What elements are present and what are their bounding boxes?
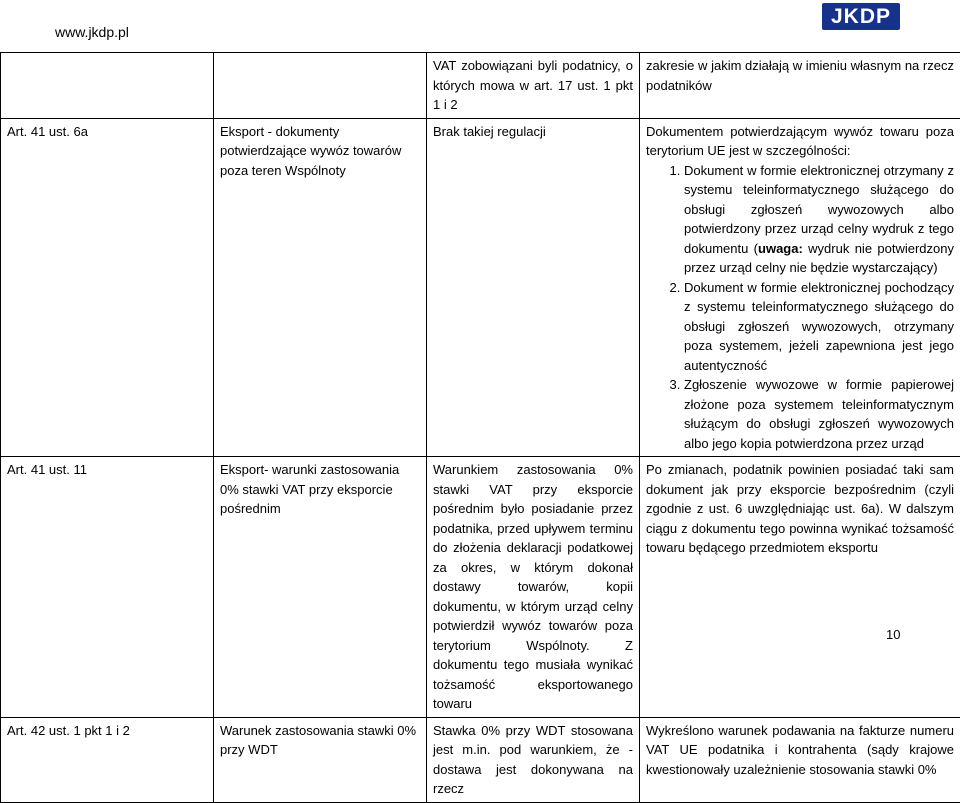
page-number: 10 bbox=[886, 627, 900, 642]
new-regulation-cell: Wykreślono warunek podawania na fakturze numeru VAT UE podatnika i kontrahenta (sądy krajowe kwestionowały uzależnienie stosowania stawki 0% bbox=[640, 717, 960, 802]
header-url[interactable]: www.jkdp.pl bbox=[55, 24, 129, 40]
old-regulation-cell: Warunkiem zastosowania 0% stawki VAT przy eksporcie pośrednim było posiadanie przez podatnika, przed upływem terminu do złożenia deklaracji podatkowej za okres, w którym dokonał dostawy towarów, kopii dokumentu, w którym urząd celny potwierdził wywóz towarów poza terytorium Wspólnoty. Z dokumentu tego musiała wynikać tożsamość eksportowanego towaru bbox=[427, 457, 640, 718]
new-regulation-cell: Po zmianach, podatnik powinien posiadać taki sam dokument jak przy eksporcie bezpośrednim (czyli zgodnie z ust. 6 uwzględniając ust. 6a). W dalszym ciągu z dokumentu tego powinna wynikać tożsamość towaru będącego przedmiotem eksportu bbox=[640, 457, 960, 718]
document-list bbox=[646, 161, 954, 454]
article-cell: Art. 41 ust. 6a bbox=[1, 118, 214, 457]
table-row bbox=[1, 717, 960, 802]
jkdp-logo: JKDP bbox=[822, 3, 900, 30]
article-cell: Art. 41 ust. 11 bbox=[1, 457, 214, 718]
list-item: 2. Dokument w formie elektronicznej pochodzący z systemu teleinformatycznego służącego do obsługi zgłoszeń wywozowych, otrzymany poza systemem, jeżeli zapewniona jest jego autentyczność bbox=[684, 278, 954, 376]
article-cell: Art. 42 ust. 1 pkt 1 i 2 bbox=[1, 717, 214, 802]
comparison-table bbox=[0, 52, 960, 803]
warning-label: uwaga: bbox=[758, 241, 803, 256]
subject-cell: Warunek zastosowania stawki 0% przy WDT bbox=[214, 717, 427, 802]
table-row bbox=[1, 53, 960, 119]
list-intro: Dokumentem potwierdzającym wywóz towaru poza terytorium UE jest w szczególności: bbox=[646, 122, 954, 161]
new-regulation-cell: zakresie w jakim działają w imieniu własnym na rzecz podatników bbox=[640, 53, 960, 119]
subject-cell: Eksport- warunki zastosowania 0% stawki VAT przy eksporcie pośrednim bbox=[214, 457, 427, 718]
old-regulation-cell: VAT zobowiązani byli podatnicy, o których mowa w art. 17 ust. 1 pkt 1 i 2 bbox=[427, 53, 640, 119]
new-regulation-cell bbox=[640, 118, 960, 457]
old-regulation-cell: Brak takiej regulacji bbox=[427, 118, 640, 457]
table-row bbox=[1, 457, 960, 718]
subject-cell bbox=[214, 53, 427, 119]
list-item: 1. Dokument w formie elektronicznej otrzymany z systemu teleinformatycznego służącego do obsługi zgłoszeń wywozowych albo potwierdzony przez urząd celny wydruk z tego dokumentu (uwaga: wydruk nie potwierdzony przez urząd celny nie będzie wystarczający) bbox=[684, 161, 954, 278]
list-item: 3. Zgłoszenie wywozowe w formie papierowej złożone poza systemem teleinformatycznym służącym do obsługi zgłoszeń wywozowych albo jego kopia potwierdzona przez urząd bbox=[684, 375, 954, 453]
table-row bbox=[1, 118, 960, 457]
article-cell bbox=[1, 53, 214, 119]
subject-cell: Eksport - dokumenty potwierdzające wywóz towarów poza teren Wspólnoty bbox=[214, 118, 427, 457]
old-regulation-cell: Stawka 0% przy WDT stosowana jest m.in. pod warunkiem, że - dostawa jest dokonywana na rzecz bbox=[427, 717, 640, 802]
